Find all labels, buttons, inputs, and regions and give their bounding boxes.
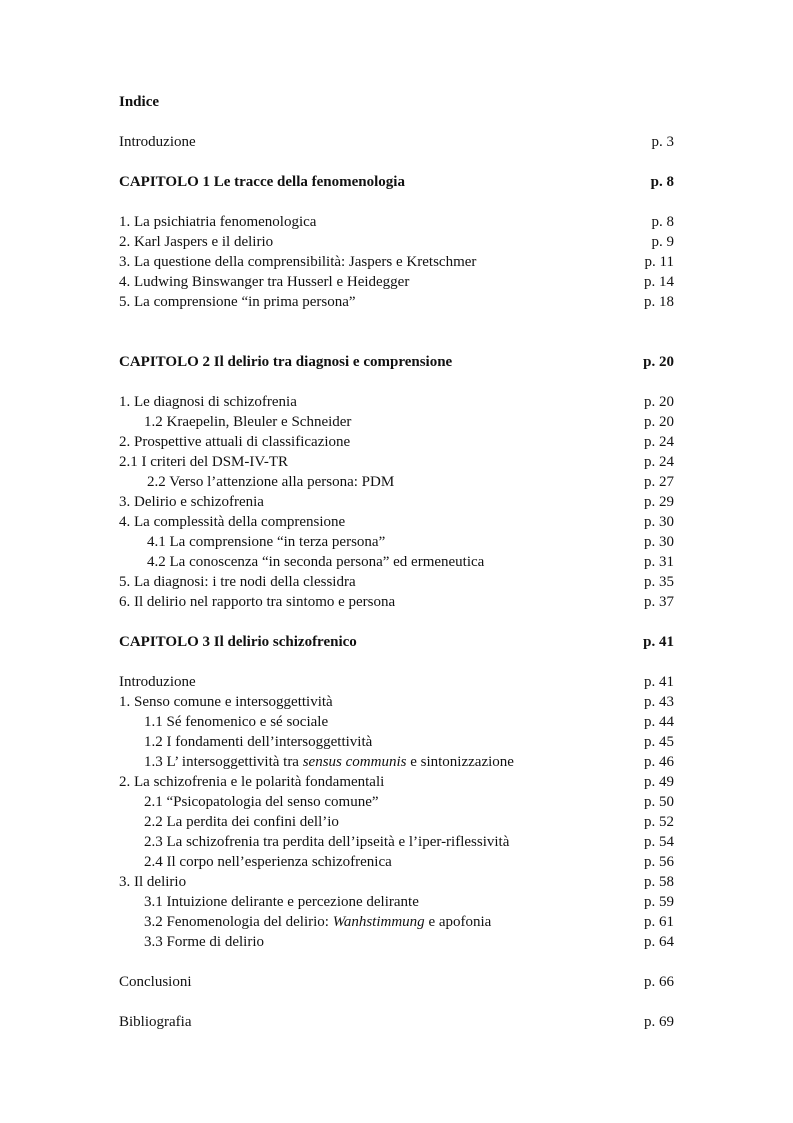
entry-page: p. 27: [644, 474, 674, 490]
entry-title: 1.3 L’ intersoggettività tra sensus communis e sintonizzazione: [144, 754, 514, 770]
entry-title: 2.1 “Psicopatologia del senso comune”: [144, 794, 379, 810]
toc-subentry: [119, 752, 674, 772]
entry-title: 2. Prospettive attuali di classificazione: [119, 434, 351, 450]
toc-subentry: [119, 792, 674, 812]
entry-page: p. 61: [644, 914, 674, 930]
entry-page: p. 24: [644, 434, 674, 450]
toc-entry: [119, 272, 674, 292]
toc-entry: [119, 492, 674, 512]
toc-entry: [119, 132, 674, 152]
toc-entry: [119, 672, 674, 692]
page-title: Indice: [119, 94, 160, 110]
entry-page: p. 31: [644, 554, 674, 570]
toc-entry: [119, 872, 674, 892]
entry-title: 4.2 La conoscenza “in seconda persona” ed ermeneutica: [147, 554, 485, 570]
entry-title: 1.2 I fondamenti dell’intersoggettività: [144, 734, 373, 750]
entry-page: p. 37: [644, 594, 674, 610]
toc-entry: [119, 212, 674, 232]
entry-page: p. 8: [651, 214, 674, 230]
toc-entry: [119, 592, 674, 612]
entry-page: p. 8: [650, 174, 674, 190]
entry-page: p. 14: [644, 274, 674, 290]
entry-title: 3. Delirio e schizofrenia: [119, 494, 264, 510]
toc-entry: [119, 452, 674, 472]
entry-title: 3. La questione della comprensibilità: Jaspers e Kretschmer: [119, 254, 477, 270]
entry-title: 5. La comprensione “in prima persona”: [119, 294, 356, 310]
entry-page: p. 58: [644, 874, 674, 890]
toc-entry: [119, 512, 674, 532]
chapter-heading: [119, 632, 674, 652]
toc-entry: [119, 1012, 674, 1032]
toc-subentry: [119, 832, 674, 852]
entry-page: p. 44: [644, 714, 674, 730]
toc-subentry: [119, 732, 674, 752]
chapter-heading: [119, 172, 674, 192]
entry-page: p. 49: [644, 774, 674, 790]
toc-subentry: [119, 812, 674, 832]
entry-title: 4.1 La comprensione “in terza persona”: [147, 534, 386, 550]
entry-title: 2.4 Il corpo nell’esperienza schizofrenica: [144, 854, 392, 870]
toc-entry: [119, 392, 674, 412]
entry-page: p. 66: [644, 974, 674, 990]
toc-entry: [119, 432, 674, 452]
entry-page: p. 45: [644, 734, 674, 750]
entry-title: Introduzione: [119, 674, 196, 690]
entry-page: p. 3: [651, 134, 674, 150]
entry-title: 3.3 Forme di delirio: [144, 934, 264, 950]
entry-page: p. 41: [643, 634, 674, 650]
toc-subentry: [119, 912, 674, 932]
entry-title: 3.2 Fenomenologia del delirio: Wanhstimmung e apofonia: [144, 914, 492, 930]
toc-subentry: [119, 932, 674, 952]
entry-page: p. 50: [644, 794, 674, 810]
entry-page: p. 41: [644, 674, 674, 690]
entry-page: p. 30: [644, 514, 674, 530]
entry-page: p. 20: [643, 354, 674, 370]
entry-title: 1. Senso comune e intersoggettività: [119, 694, 333, 710]
entry-title: 1. Le diagnosi di schizofrenia: [119, 394, 297, 410]
entry-title: 2.1 I criteri del DSM-IV-TR: [119, 454, 288, 470]
entry-page: p. 20: [644, 414, 674, 430]
entry-title: 2.2 La perdita dei confini dell’io: [144, 814, 339, 830]
entry-page: p. 11: [644, 254, 674, 270]
toc-subentry: [119, 852, 674, 872]
entry-title: Bibliografia: [119, 1014, 192, 1030]
toc-entry: [119, 252, 674, 272]
entry-page: p. 30: [644, 534, 674, 550]
chapter-heading: [119, 352, 674, 372]
entry-title: CAPITOLO 3 Il delirio schizofrenico: [119, 634, 357, 650]
toc-subentry: [119, 472, 674, 492]
toc-subentry: [119, 552, 674, 572]
entry-title: 1.1 Sé fenomenico e sé sociale: [144, 714, 329, 730]
entry-title: 2. Karl Jaspers e il delirio: [119, 234, 274, 250]
entry-title: Introduzione: [119, 134, 196, 150]
entry-title: 2. La schizofrenia e le polarità fondamentali: [119, 774, 385, 790]
entry-page: p. 59: [644, 894, 674, 910]
entry-page: p. 29: [644, 494, 674, 510]
entry-page: p. 56: [644, 854, 674, 870]
entry-title: 1.2 Kraepelin, Bleuler e Schneider: [144, 414, 352, 430]
entry-page: p. 9: [651, 234, 674, 250]
toc-subentry: [119, 712, 674, 732]
entry-page: p. 69: [644, 1014, 674, 1030]
entry-title: 1. La psichiatria fenomenologica: [119, 214, 317, 230]
entry-title: CAPITOLO 1 Le tracce della fenomenologia: [119, 174, 405, 190]
entry-title: CAPITOLO 2 Il delirio tra diagnosi e comprensione: [119, 354, 453, 370]
entry-page: p. 52: [644, 814, 674, 830]
toc-entry: [119, 772, 674, 792]
entry-title: 6. Il delirio nel rapporto tra sintomo e persona: [119, 594, 396, 610]
entry-page: p. 54: [644, 834, 674, 850]
toc-subentry: [119, 892, 674, 912]
entry-page: p. 35: [644, 574, 674, 590]
entry-page: p. 43: [644, 694, 674, 710]
entry-title: 5. La diagnosi: i tre nodi della clessidra: [119, 574, 356, 590]
entry-page: p. 18: [644, 294, 674, 310]
entry-page: p. 64: [644, 934, 674, 950]
toc-entry: [119, 572, 674, 592]
toc-entry: [119, 692, 674, 712]
entry-title: 3.1 Intuizione delirante e percezione delirante: [144, 894, 419, 910]
toc-subentry: [119, 412, 674, 432]
toc-entry: [119, 232, 674, 252]
entry-title: 2.2 Verso l’attenzione alla persona: PDM: [147, 474, 395, 490]
entry-title: 2.3 La schizofrenia tra perdita dell’ipseità e l’iper-riflessività: [144, 834, 510, 850]
toc-entry: [119, 972, 674, 992]
entry-title: Conclusioni: [119, 974, 192, 990]
entry-title: 4. La complessità della comprensione: [119, 514, 346, 530]
entry-title: 3. Il delirio: [119, 874, 187, 890]
entry-page: p. 24: [644, 454, 674, 470]
entry-page: p. 20: [644, 394, 674, 410]
toc-subentry: [119, 532, 674, 552]
entry-page: p. 46: [644, 754, 674, 770]
entry-title: 4. Ludwing Binswanger tra Husserl e Heidegger: [119, 274, 410, 290]
toc-entry: [119, 292, 674, 312]
